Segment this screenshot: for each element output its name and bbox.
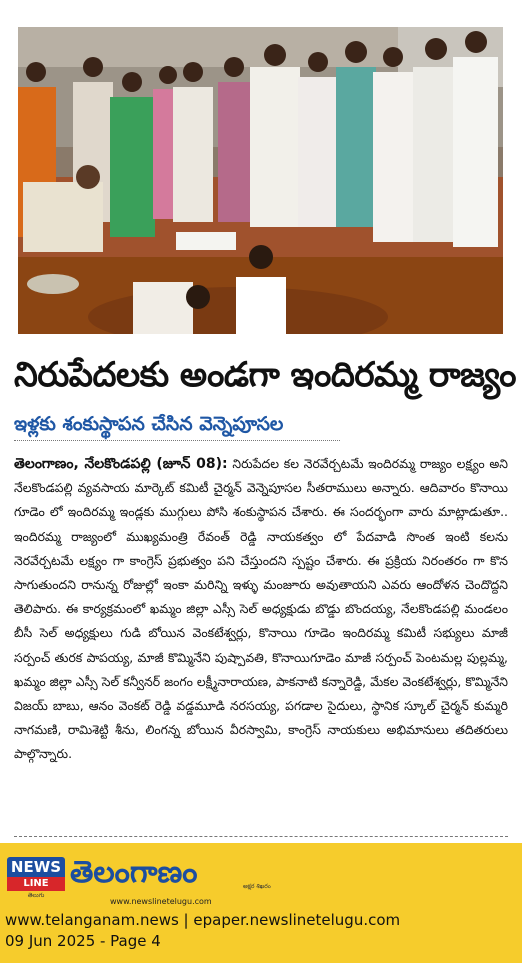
- brand-name: తెలంగాణం: [70, 855, 198, 890]
- article-end-divider: [14, 836, 508, 837]
- article-subheadline: ఇళ్లకు శంకుస్థాపన చేసిన వెన్నెపూసల: [14, 413, 284, 435]
- logo-small-text: తెలుగు: [27, 892, 45, 899]
- subheadline-divider: [14, 440, 340, 441]
- footer-urls: www.telanganam.news | epaper.newslinetelugu.com: [5, 911, 401, 929]
- logo-news-text: NEWS: [7, 857, 65, 877]
- article-headline: నిరుపేదలకు అండగా ఇందిరమ్మ రాజ్యం: [14, 355, 516, 395]
- brand-tagline: అక్షర శిఖరం: [243, 883, 271, 890]
- news-photo: [18, 27, 503, 334]
- article-dateline: తెలంగాణం, నేలకొండపల్లి (జూన్ 08):: [14, 456, 228, 472]
- article-body: [14, 452, 508, 824]
- newsline-logo: [7, 857, 65, 899]
- logo-line-text: LINE: [7, 877, 65, 891]
- page-info: 09 Jun 2025 - Page 4: [5, 932, 161, 950]
- footer-banner: [0, 843, 522, 963]
- brand-url: www.newslinetelugu.com: [110, 897, 212, 906]
- article-body-text: నిరుపేదల కల నెరవేర్చటమే ఇందిరమ్మ రాజ్యం లక్ష్యం అని నేలకొండపల్లి వ్యవసాయ మార్కెట్ కమిటీ చైర్మన్ వెన్నెపూసల సీతరాములు అన్నారు. ఆదివారం కొనాయి గూడెం లో ఇందిరమ్మ ఇండ్లకు ముగ్గులు పోసి శంకుస్థాపన చేశారు. ఈ సందర్భంగా వారు మాట్లాడుతూ.. ఇందిరమ్మ రాజ్యంలో ముఖ్యమంత్రి రేవంత్ రెడ్డి నాయకత్వం లో పేదవాడి సొంత ఇంటి కలను నెరవేర్చటమే లక్ష్యం గా కాంగ్రెస్ ప్రభుత్వం పని చేస్తుందని స్పష్టం చేశారు. ఈ ప్రక్రియ నిరంతరం గా కొన సాగుతుందని రానున్న రోజుల్లో ఇంకా మరిన్ని ఇళ్ళు మంజూరు అవుతాయని ఎవరు ఆందోళన చెందొద్దని తెలిపారు. ఈ కార్యక్రమంలో ఖమ్మం జిల్లా ఎస్సీ సెల్ అధ్యక్షుడు బొడ్డు బొందయ్య, నేలకొండపల్లి మండలం బీసీ సెల్ అధ్యక్షులు గుడి బోయిన వెంకటేశ్వర్లు, కొనాయి గూడెం ఇందిరమ్మ కమిటీ సభ్యులు మాజీ సర్పంచ్ తురక పాపయ్య, మాజీ కొమ్మినేని పుష్పావతి, కొనాయిగూడెం మాజీ సర్పంచ్ పెంటమల్ల పుల్లమ్మ, ఖమ్మం జిల్లా ఎస్సీ సెల్ కన్వీనర్ జంగం లక్ష్మీనారాయణ, పాకనాటి కన్నారెడ్డి, మేకల వెంకటేశ్వర్లు, కొమ్మినేని విజయ్ బాబు, ఆనం వెంకట్ రెడ్డి వడ్డమూడి నరసయ్య, పగడాల సైదులు, స్థానిక స్కూల్ చైర్మన్ కుమ్మరి నాగమణి, రామిశెట్టి శీను, లింగన్న బోయిన వీరస్వామి, కాంగ్రెస్ నాయకులు అభిమానులు తదితరులు పాల్గొన్నారు.: [14, 456, 508, 762]
